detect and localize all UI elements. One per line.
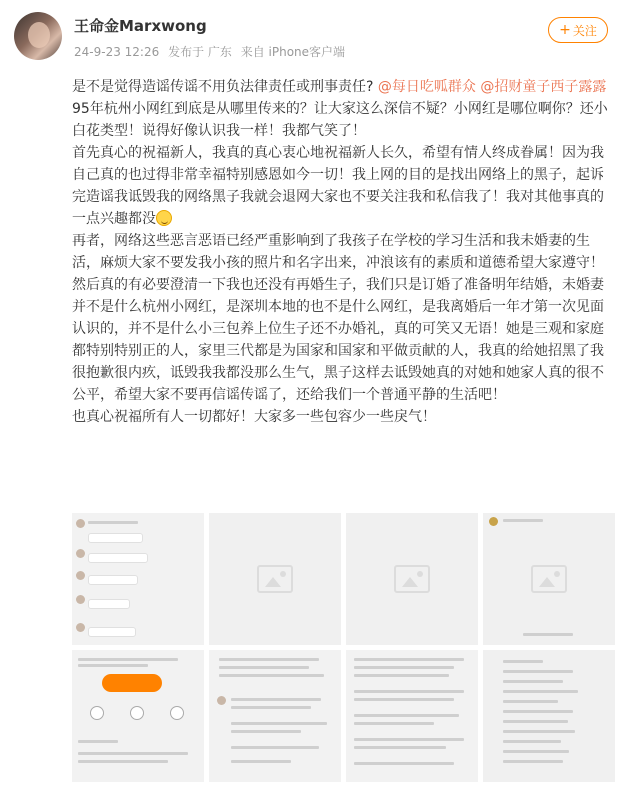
image-thumbnail-1[interactable] <box>72 513 204 645</box>
chat-bubble <box>88 627 136 637</box>
footer-text <box>523 633 573 636</box>
comment-text <box>354 762 454 765</box>
comment-text <box>354 722 434 725</box>
comment-text <box>231 746 319 749</box>
image-thumbnail-7[interactable] <box>346 650 478 782</box>
mention-link[interactable]: @招财童子西子露露 <box>480 79 607 95</box>
header-text <box>78 658 178 661</box>
avatar-icon <box>76 519 85 528</box>
image-placeholder-icon <box>257 565 293 593</box>
post-meta <box>74 43 350 60</box>
header-text <box>219 674 324 677</box>
share-icon <box>90 706 104 720</box>
avatar-icon <box>76 623 85 632</box>
chat-bubble <box>88 599 130 609</box>
chat-bubble <box>88 575 138 585</box>
avatar[interactable] <box>14 12 62 60</box>
image-thumbnail-3[interactable] <box>346 513 478 645</box>
username[interactable]: 王命金Marxwong <box>74 17 207 35</box>
comment-text <box>354 698 454 701</box>
post-paragraph-2: 95年杭州小网红到底是从哪里传来的？让大家这么深信不疑？小网红是哪位啊你？还小白花类型！说得好像认识我一样！我都气笑了！ <box>72 101 608 139</box>
chat-bubble <box>88 553 148 563</box>
comment-text <box>231 730 301 733</box>
header-text <box>354 666 454 669</box>
comment-text <box>354 714 459 717</box>
avatar-icon <box>489 517 498 526</box>
header-text <box>219 658 319 661</box>
post-paragraph-1 <box>72 76 617 98</box>
list-text <box>503 710 573 713</box>
comment-text <box>354 690 464 693</box>
list-text <box>503 720 568 723</box>
header-text <box>78 664 148 667</box>
post-header <box>0 0 630 70</box>
follow-button[interactable] <box>548 17 608 43</box>
plus-icon: + <box>559 22 571 38</box>
comment-text <box>231 698 321 701</box>
post-date[interactable]: 24-9-23 12:26 <box>74 45 160 59</box>
list-text <box>503 670 573 673</box>
chat-bubble <box>88 533 143 543</box>
list-text <box>78 752 188 755</box>
image-thumbnail-2[interactable] <box>209 513 341 645</box>
comment-text <box>231 760 291 763</box>
image-thumbnail-5[interactable] <box>72 650 204 782</box>
post-paragraph-4: 再者，网络这些恶言恶语已经严重影响到了我孩子在学校的学习生活和我未婚妻的生活，麻烦大家不要发我小孩的照片和名字出来，冲浪该有的素质和道德希望大家遵守！然后真的有必要澄清一下我也还没有再婚生子，我们只是订婚了准备明年结婚，未婚妻并不是什么杭州小网红，是深圳本地的也不是什么网红，是我离婚后一年才第一次见面认识的，并不是什么小三包养上位生子还不办婚礼，真的可笑又无语！她是三观和家庭都特别特别正的人，家里三代都是为国家和国家和平做贡献的人，我真的给她招黑了我很抱歉很内疚，诋毁我我都没那么生气，黑子这样去诋毁她真的对她和她家人真的很不公平，希望大家不要再信谣传谣了，还给我们一个普通平静的生活吧！ <box>72 233 604 403</box>
image-thumbnail-4[interactable] <box>483 513 615 645</box>
mention-link[interactable]: @每日吃呱群众 <box>377 79 476 95</box>
avatar-icon <box>76 571 85 580</box>
image-thumbnail-6[interactable] <box>209 650 341 782</box>
list-text <box>503 740 561 743</box>
post-text: 是不是觉得造谣传谣不用负法律责任或刑事责任? <box>72 79 378 95</box>
header-text <box>503 519 543 522</box>
comment-text <box>354 738 464 741</box>
post-paragraph-3 <box>72 142 617 230</box>
list-text <box>503 750 569 753</box>
list-text <box>78 740 118 743</box>
image-thumbnail-8[interactable] <box>483 650 615 782</box>
header-text <box>354 658 464 661</box>
header-text <box>503 660 543 663</box>
list-text <box>503 700 558 703</box>
comment-text <box>231 706 311 709</box>
list-text <box>503 680 563 683</box>
chat-icon <box>130 706 144 720</box>
avatar-icon <box>217 696 226 705</box>
image-placeholder-icon <box>531 565 567 593</box>
post-text: 首先真心的祝福新人，我真的真心衷心地祝福新人长久，希望有情人终成眷属！因为我自己真的也过得非常幸福特别感恩如今一切！我上网的目的是找出网络上的黑子，起诉完造谣我诋毁我的网络黑子我就会退网大家也不要关注我和私信我了！我对其他事真的一点兴趣都没 <box>72 145 604 227</box>
image-placeholder-icon <box>394 565 430 593</box>
comment-text <box>231 722 327 725</box>
action-pill <box>102 674 162 692</box>
post-location: 发布于 广东 <box>168 45 232 59</box>
list-text <box>78 760 168 763</box>
chat-header <box>88 521 138 524</box>
post-content <box>72 76 617 428</box>
list-text <box>503 690 578 693</box>
image-grid <box>72 513 630 798</box>
avatar-icon <box>76 595 85 604</box>
post-paragraph-5: 也真心祝福所有人一切都好！大家多一些包容少一些戾气！ <box>72 409 436 425</box>
avatar-icon <box>76 549 85 558</box>
copy-icon <box>170 706 184 720</box>
list-text <box>503 760 563 763</box>
header-text <box>354 674 449 677</box>
header-text <box>219 666 309 669</box>
follow-label: 关注 <box>572 23 597 38</box>
laugh-cry-emoji-icon <box>156 210 172 226</box>
list-text <box>503 730 575 733</box>
post-client: 来自 iPhone客户端 <box>240 45 346 59</box>
comment-text <box>354 746 446 749</box>
